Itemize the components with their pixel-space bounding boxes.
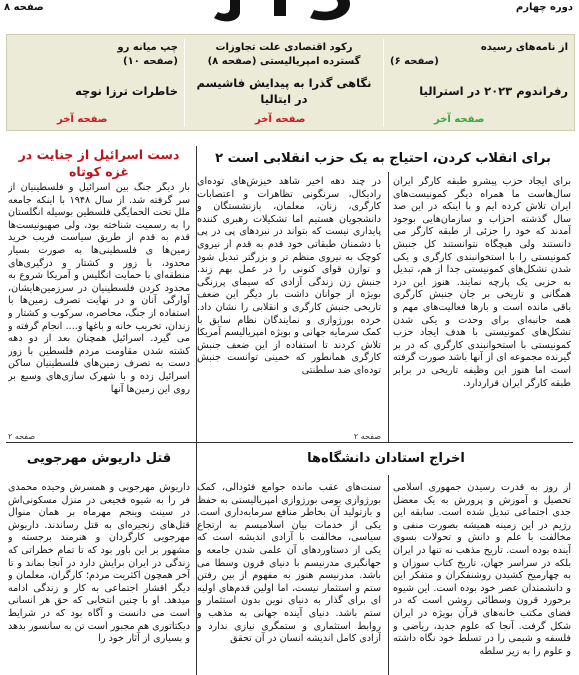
- continued-link[interactable]: صفحه ۲: [353, 432, 381, 441]
- newspaper-logo: [200, 0, 370, 26]
- section-divider: [6, 442, 573, 443]
- page-number: صفحه ۸: [4, 2, 44, 13]
- article-body: در چند دهه اخیر شاهد خیزش‌های توده‌ای رادیکال، سرنگونی تظاهرات و اعتصابات کارگری، زنان، معلمان، بازنشستگان و دانشجویان هستیم اما تشکیلات رهبری کننده پایداری نیست که بتواند در نبردهای پی در پی با دشمنان طبقاتی خود قدم به قدم از نیروی کوچک به نیروی منظم تر و بزرگتر تبدیل شود و توازن قوای کنونی را در عمل بهم زند. جنبش زن زندگی آزادی که سیمای پرزنگی بویژه از جوانان داشت بار دیگر این ضعف تاریخی جنبش کارگری و انقلابی را نشان داد. خرده بورژوازی و نمایندگان نظام سابق با کمک سرمایه جهانی و بویژه امپریالیسم آمریکا تلاش کردند تا استفاده از این ضعف جنبش کارگری همانطور که خمینی توانست جنبش توده‌ای ضد سلطنتی: [197, 176, 381, 376]
- continued-link[interactable]: صفحه ۲: [8, 432, 36, 441]
- article-body: داریوش مهرجویی و همسرش وحیده محمدی فر را به شیوه فجیعی در منزل مسکونی‌اش در سینت وینجم مهرماه بر همان منوال قتل‌های زنجیره‌ای به قتل رساندند. داریوش مهرجویی کارگردان و هنرمند برجسته و مشهور بر این باور بود که تا تمام خطراتی که زندگی در ایران برایش دارد در آنجا بماند و تا آخر همچون اکثریت مردم؛ کارگران، معلمان و دیگر اقشار اجتماعی به کار و زندگی ادامه میدهد. او با چنین انتخابی که حق هر انسانی است می دانست و آگاه بود که در شرایط دیکتاتوری هم مجبور است تن به سانسور بدهد و بسیاری از آثار خود را: [8, 482, 190, 645]
- column-rule: [388, 172, 389, 442]
- teaser-bar: [6, 34, 575, 131]
- teaser-title: نگاهی گذرا به پیدایش فاشیسم در ایتالیا: [196, 76, 372, 106]
- masthead: [0, 0, 579, 30]
- teaser-title: خاطرات ترزا نوچه: [75, 84, 178, 98]
- teaser-kicker: رکود اقتصادی علت تجاوزات: [215, 42, 353, 53]
- teaser-link[interactable]: صفحه آخر: [255, 114, 306, 125]
- teaser-link[interactable]: صفحه آخر: [434, 114, 485, 125]
- teaser-item-memoir[interactable]: [7, 39, 184, 127]
- article-body: برای ایجاد حزب پیشرو طبقه کارگر ایران سال‌هاست ما همراه دیگر کمونیست‌های ایران تلاش کرده ایم و با اینکه در این صد سال گذشته احزاب و سازمان‌هایی بوجود آمدند که خود را جزئی از طبقه کارگر می دانستند ولی هیچگاه نتوانستند کل جنبش کمونیستی را با استخوانبندی کارگری و یکی شدن تشکل‌های کمونیستی جدا از هم، تبدیل به حزبی یک پارچه نمایند. هنوز این درد همگانی و تاریخی بر جان جنبش کارگری باقی مانده است و بارها فعالیت‌های مهم و همه جانبه‌ای برای وحدت و یکی شدن تشکل‌های کمونیستی با هدف ایجاد حزب کمونیستی با استخوانبندی کارگری که در بر گیرنده مجموعه ای از آنها باشد صورت گرفته است اما هنوز این وظیفه تاریخی در برابر طبقه کارگر ایران قراردارد.: [393, 176, 571, 389]
- article-body: از روز به قدرت رسیدن جمهوری اسلامی تحصیل و آموزش و پرورش به یک معضل جدی اجتماعی تبدیل شده است. سابقه این رژیم در این زمینه همیشه بصورت منفی و مخالفت با علم و دانش و تحولات بسوی آینده بوده است. تاریخ مذهب نه تنها در ایران بلکه در سراسر جهان، تاریخ کتاب سوزان و به چهارمیخ کشیدن روشنفکران و متفکر این و دانشمندان عصر خود بوده است. این شیوه برخورد قرون وسطائی روشن است که در فضای مکتب خانه‌های قرآن بویژه در ایران شکل گرفت. آنجا که علوم جدید، ریاضی و فلسفه و شیمی را در تسلط خود نگاه داشته و علوم را به زیر سلطه: [393, 482, 571, 657]
- teaser-kicker: چپ میانه رو: [117, 42, 178, 53]
- teaser-page-ref: (صفحه ۱۰): [123, 56, 178, 67]
- teaser-link[interactable]: صفحه آخر: [57, 114, 108, 125]
- teaser-title: رفراندوم ۲۰۲۳ در استرالیا: [419, 84, 568, 98]
- article-headline-gaza[interactable]: دست اسرائیل از جنایت در غزه کوتاه: [18, 147, 180, 179]
- issue-label: دوره چهارم: [515, 2, 573, 13]
- article-body: سنت‌های عقب مانده جوامع فئودالی، کمک بورژوازی بومی بورژوازی امپریالیستی به حفظ و بازتولید آن بخاطر منافع سرمایه‌داری است. یکی از خدمات بیان اسلامیسم به ارتجاع سیاسی، مخالفت با آزادی اندیشه است که یکی از دستاوردهای آن علمی شدن جامعه و جهانگیری مدرنیسم با دنیای قرون وسطا می باشد. مدرنیسم هنوز به مفهوم از بین رفتن ستم و استثمار نیست، اما اولین قدم‌های اولیه ای برای گذار به دنیای نوین بدون استثمار و ستم باشد. دنیای آینده جهانی به مذهب و روابط استثماری و ستمگری نیازی ندارد و آزادی کامل اندیشه انسان در آن تحقق: [197, 482, 381, 645]
- teaser-item-fascism[interactable]: [184, 39, 384, 127]
- article-body: بار دیگر جنگ بین اسرائیل و فلسطینیان از سر گرفته شد. از سال ۱۹۴۸ با اینکه جامعه ملل تحت الحمایگی فلسطین بوسیله انگلستان را به رسمیت شناخته بود، ولی صهیونیست‌ها قدم به قدم از طریق سیاست فریب خرید زمین‌ها ی فلسطینی‌ها به صورت بسیار محدود، با زور و کشتار و درگیری‌های منطقه‌ای با حمایت انگلیس و آمریکا شروع به محدود کردن فلسطینیان در سرزمین‌هایشان، آوارگی آنان و در نهایت تصرف زمین‌ها با استفاده از جنگ، محاصره، سرکوب و کشتار و زندان، تخریب خانه و باغها و.... انجام گرفته و می گیرد. اسرائیل همچنان بعد از دو دهه کشته شدن مقاومت مردم فلسطین با زور دست به تصرف زمین‌های فلسطینیان ساکن اسرائیل زده و با شهرک سازی‌های وسیع بر روی این زمین‌ها آنها: [8, 182, 190, 395]
- teaser-item-referendum[interactable]: [384, 39, 574, 127]
- article-headline[interactable]: اخراج استادان دانشگاه‌ها: [307, 451, 465, 466]
- teaser-kicker: از نامه‌های رسیده: [480, 42, 568, 53]
- teaser-subkicker: گسترده امپریالیستی (صفحه ۸): [207, 56, 361, 67]
- teaser-page-ref: (صفحه ۶): [390, 56, 439, 67]
- column-rule: [388, 475, 389, 675]
- article-headline[interactable]: قتل داریوش مهرجویی: [26, 451, 172, 466]
- article-headline[interactable]: برای انقلاب کردن، احتیاج به یک حزب انقلابی است ۲: [215, 151, 551, 166]
